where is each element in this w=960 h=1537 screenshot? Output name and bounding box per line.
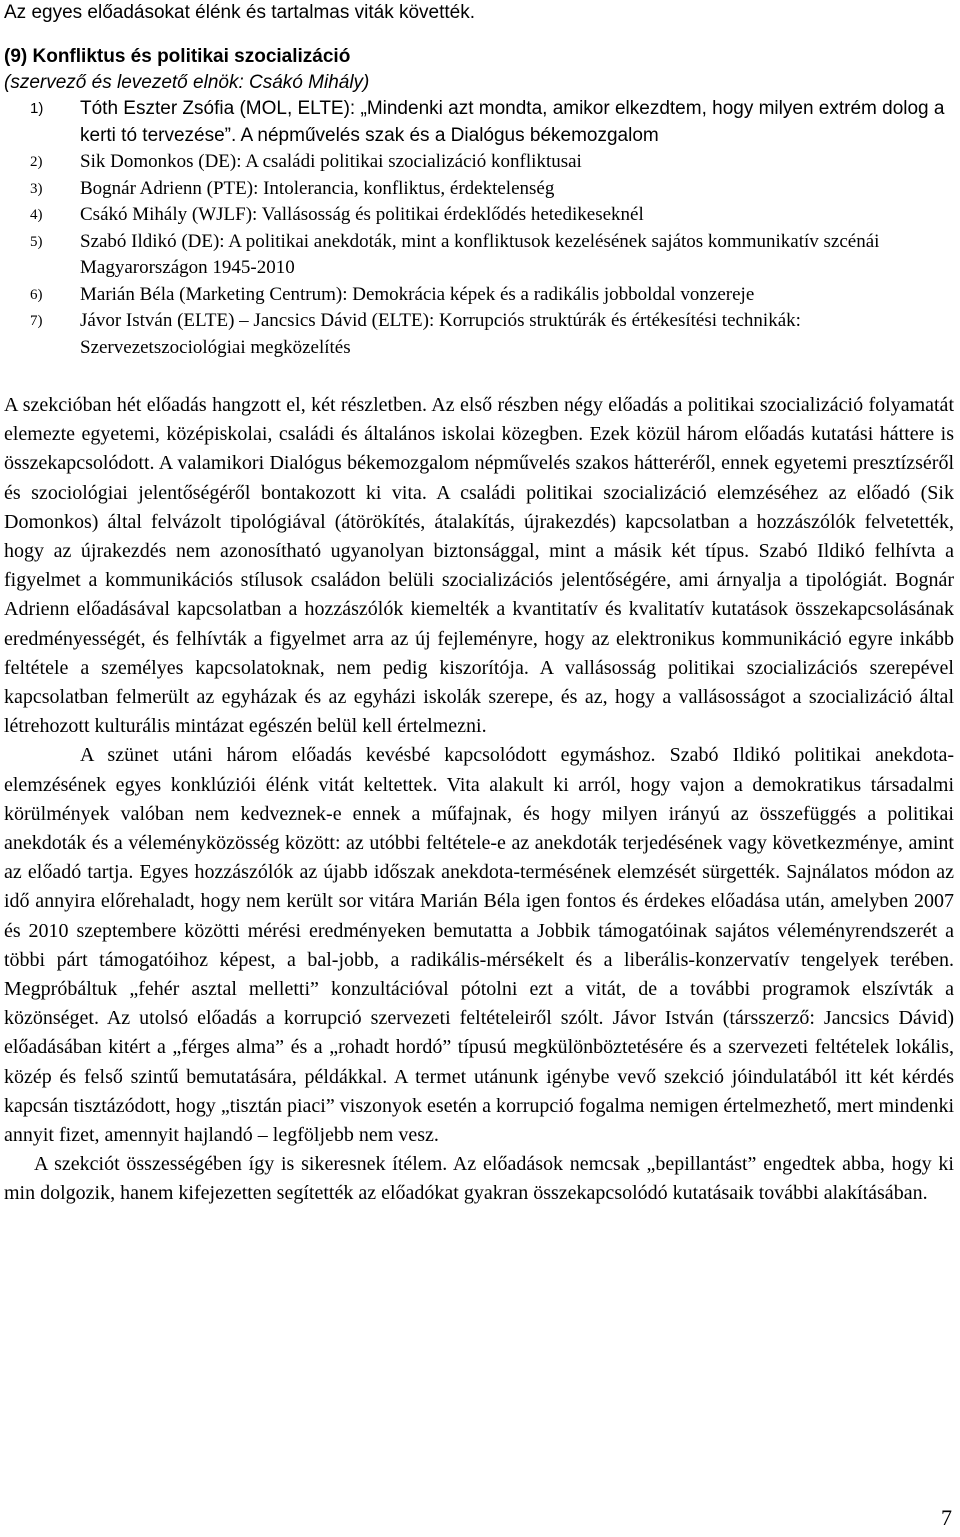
talk-item	[4, 308, 954, 361]
talk-text: Tóth Eszter Zsófia (MOL, ELTE): „Mindenki azt mondta, amikor elkezdtem, hogy milyen extrém dolog a kerti tó tervezése”.	[80, 98, 945, 146]
page-number: 7	[941, 1505, 952, 1530]
talk-text: Csákó Mihály (WJLF): Vallásosság és politikai érdeklődés hetedikeseknél	[80, 204, 644, 225]
talk-text: Bognár Adrienn (PTE): Intolerancia, konfliktus, érdektelenség	[80, 177, 555, 199]
section-subtitle: (szervező és levezető elnök: Csákó Mihály)	[4, 72, 370, 93]
talk-item	[4, 149, 954, 176]
talk-list	[4, 96, 954, 361]
talk-text: Szabó Ildikó (DE): A politikai anekdoták, mint a konfliktusok kezelésének sajátos kommunikatív szcénái Magyarországon 1945-2010	[80, 230, 880, 278]
body-paragraph: A szekcióban hét előadás hangzott el, két részletben. Az első részben négy előadás a politikai szocializáció folyamatát elemezte egyetemi, középiskolai, családi és általános iskolai közegben. Ezek közül három előadás kutatási háttere is összekapcsolódott. A valamikori Dialógus békemozgalom népművelés szakos hátteréről, ennek egyetemi presztízséről és szociológiai jelentőségéről bontakozott ki vita. A családi politikai szocializáció elemzéséhez az előadó (Sik Domonkos) által felvázolt tipológiával (átörökítés, átalakítás, újrakezdés) kapcsolatban a hozzászólók felvetették, hogy az újrakezdés nem azonosítható ugyanolyan biztonsággal, mint a másik két típus. Szabó Ildikó felhívta a figyelmet a kommunikációs stílusok családon belüli szocializációs jelentőségére, ami árnyalja a tipológiát. Bognár Adrienn előadásával kapcsolatban a hozzászólók kiemelték a kvantitatív és kvalitatív kutatások összekapcsolásának eredményességét, és felhívták a figyelmet arra az új fejleményre, hogy az elektronikus kommunikáció egyre inkább feltétele a személyes kapcsolatoknak, nem pedig kiszorítója. A vallásosság politikai szocializációs szerepével kapcsolatban felmerült az egyházak és az egyházi iskolák szerepe, és az, hogy a vallásosságot a szocializáció által létrehozott kulturális mintázat egészén belül kell értelmezni.	[4, 394, 954, 738]
talk-text-continuation: A népművelés szak és a Dialógus békemozgalom	[236, 124, 659, 146]
talk-number: 4)	[30, 207, 43, 223]
section-title: (9) Konfliktus és politikai szocializáció	[4, 46, 351, 67]
talk-text: Jávor István (ELTE) – Jancsics Dávid (ELTE): Korrupciós struktúrák és értékesítési technikák: Szervezetszociológiai megközelítés	[80, 310, 801, 358]
talk-number: 5)	[30, 233, 43, 250]
intro-line: Az egyes előadásokat élénk és tartalmas viták követték.	[4, 2, 476, 23]
talk-number: 7)	[30, 313, 43, 329]
talk-item	[4, 96, 954, 149]
talk-item	[4, 229, 954, 282]
talk-text: Sik Domonkos (DE): A családi politikai szocializáció konfliktusai	[80, 151, 582, 172]
talk-number: 3)	[30, 180, 43, 197]
body-paragraph: A szünet utáni három előadás kevésbé kapcsolódott egymáshoz. Szabó Ildikó politikai anekdota-elemzésének egyes konklúziói élénk vitát keltettek. Vita alakult ki arról, hogy vajon a demokratikus társadalmi körülmények valóban nem kedveznek-e ennek a műfajnak, és hogy milyen irányú az összefüggés a politikai anekdoták és a véleményközösség között: az utóbbi feltétele-e az anekdoták terjedésének vagy következménye, amint az előadó tartja. Egyes hozzászólók az újabb időszak anekdota-termésének elemzését sürgették. Sajnálatos módon az idő annyira előrehaladt, hogy nem került sor vitára Marián Béla igen fontos és érdekes előadása után, amelyben 2007 és 2010 szeptembere közötti mérési eredményeken bemutatta a Jobbik támogatóinak sajátos véleményrendszerét a többi párt támogatóihoz képest, a bal-jobb, a radikális-mérsékelt és a liberális-konzervatív tengelyek terében. Megpróbáltuk „fehér asztal melletti” konzultációval pótolni ezt a vitát, de a további programok elszívták a közönséget. Az utolsó előadás a korrupció szervezeti feltételeiről szólt. Jávor István (társszerző: Jancsics Dávid) előadásában kitért a „férges alma” és a „rohadt hordó” típusú megkülönböztetésére és a szervezeti feltételek lokális, közép és felső szintű bemutatására, példákkal. A termet utánunk igénybe vevő szekció jóindulatából itt két kérdés kapcsán tisztázódott, hogy „tisztán piaci” viszonyok esetén a korrupció fogalma nemigen értelmezhető, mert mindenki annyit fizet, amennyit hajlandó – legföljebb nem vesz.	[4, 744, 954, 1147]
talk-item	[4, 176, 954, 203]
talk-number: 6)	[30, 286, 43, 303]
talk-text: Marián Béla (Marketing Centrum): Demokrácia képek és a radikális jobboldal vonzereje	[80, 283, 755, 305]
talk-item	[4, 202, 954, 229]
body-paragraph: A szekciót összességében így is sikeresnek ítélem. Az előadások nemcsak „bepillantást” engedtek abba, hogy ki min dolgozik, hanem kifejezetten segítették az előadókat gyakran összekapcsolódó kutatásaik további alakításában.	[4, 1153, 954, 1205]
talk-item	[4, 282, 954, 309]
document-page	[4, 0, 954, 1209]
talk-number: 2)	[30, 154, 43, 170]
talk-number: 1)	[30, 100, 44, 117]
